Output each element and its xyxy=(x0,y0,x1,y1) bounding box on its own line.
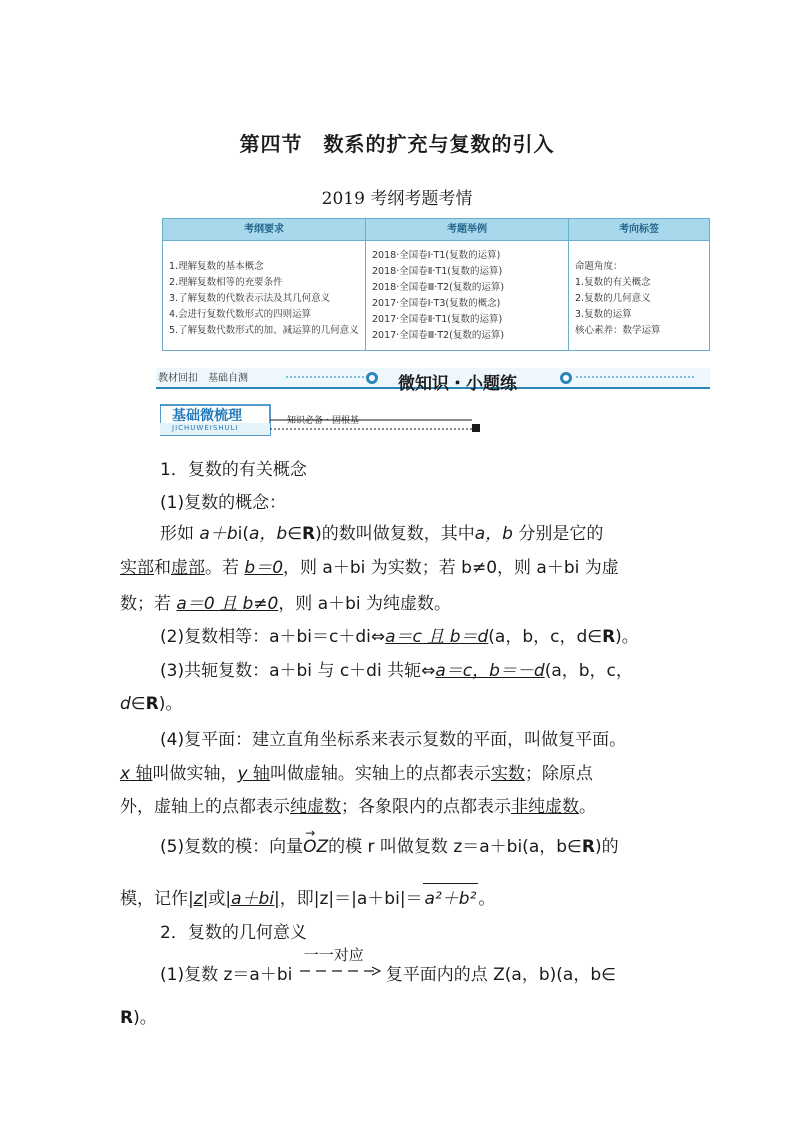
text: ∈ xyxy=(287,524,303,544)
vector-oz xyxy=(303,826,329,857)
section-note: 知识必备・固根基 xyxy=(287,416,360,426)
table-header-requirements: 考纲要求 xyxy=(163,219,366,241)
math: a，b xyxy=(474,524,513,544)
tag-item: 3.复数的运算 xyxy=(575,309,632,320)
heading-2: 2．复数的几何意义 xyxy=(160,923,307,943)
requirement-item: 1.理解复数的基本概念 xyxy=(169,261,264,272)
examples-cell xyxy=(366,241,569,351)
para-1-line-2 xyxy=(120,553,619,578)
text: (2)复数相等：a＋bi＝c＋di⇔ xyxy=(160,627,386,647)
para-2 xyxy=(160,622,639,647)
right-arrow-icon xyxy=(298,966,384,976)
text: (5)复数的模：向量 xyxy=(160,837,304,857)
text: (a，b，c，d∈ xyxy=(488,627,603,647)
exam-table xyxy=(162,218,710,351)
text: 复平面内的点 Z(a，b)(a，b∈ xyxy=(385,965,616,985)
text: (1)复数 z＝a＋bi xyxy=(160,965,293,985)
requirement-item: 3.了解复数的代数表示法及其几何意义 xyxy=(169,293,331,304)
math: d∈ xyxy=(120,694,146,714)
text: 。 xyxy=(478,889,496,909)
example-item: 2017·全国卷Ⅱ·T1(复数的运算) xyxy=(372,314,503,325)
text: 。 xyxy=(579,797,596,817)
para-3-line-1 xyxy=(160,656,633,681)
section-tag: 基础微梳理 xyxy=(172,408,242,424)
answer-blank: 非纯虚数 xyxy=(511,797,579,817)
para-4-line-1: (4)复平面：建立直角坐标系来表示复数的平面，叫做复平面。 xyxy=(160,730,627,750)
text: 。若 xyxy=(205,558,245,578)
text: 叫做虚轴。实轴上的点都表示 xyxy=(269,764,491,784)
banner-left-label: 教材回扣 基础自测 xyxy=(158,373,248,384)
answer-blank: x xyxy=(120,764,131,784)
table-header-examples: 考题举例 xyxy=(366,219,569,241)
banner-main-label: 微知识・小题练 xyxy=(398,374,517,394)
para-5-line-1 xyxy=(160,826,619,857)
text: 模，记作 xyxy=(120,889,188,909)
text: )的 xyxy=(594,837,619,857)
answer-blank: a＝c 且 b＝d xyxy=(385,627,489,647)
example-item: 2018·全国卷Ⅰ·T1(复数的运算) xyxy=(372,250,501,261)
one-to-one-arrow xyxy=(298,946,386,980)
text: 和 xyxy=(154,558,171,578)
math: a²＋b² xyxy=(424,889,477,909)
text: 叫做实轴， xyxy=(152,764,238,784)
answer-blank: a＝c，b＝－d xyxy=(435,661,545,681)
para-1-line-3 xyxy=(120,589,451,614)
text: )。 xyxy=(615,627,639,647)
section-pinyin: JICHUWEISHULI xyxy=(172,424,239,432)
tag-item: 2.复数的几何意义 xyxy=(575,293,651,304)
math: R xyxy=(120,1008,134,1028)
math: R xyxy=(302,524,316,544)
para-6-line-2 xyxy=(120,1003,157,1028)
para-3-line-2 xyxy=(120,689,182,714)
answer-blank: 实部 xyxy=(120,558,154,578)
page-subtitle: 2019 考纲考题考情 xyxy=(321,189,473,209)
text: ，即|z|＝|a＋bi|＝ xyxy=(279,889,423,909)
text: ；除原点 xyxy=(524,764,593,784)
text: )。 xyxy=(158,694,183,714)
text: )的数叫做复数，其中 xyxy=(315,524,475,544)
para-4-line-2 xyxy=(120,759,593,784)
vector-label: OZ xyxy=(303,837,329,857)
math: R xyxy=(581,837,595,857)
text: 数；若 xyxy=(120,594,177,614)
answer-blank: 虚部 xyxy=(171,558,205,578)
text: ，则 a＋bi 为实数；若 b≠0，则 a＋bi 为虚 xyxy=(283,558,619,578)
para-1-line-1 xyxy=(160,519,603,544)
answer-blank: b＝0 xyxy=(244,558,284,578)
answer-blank: y xyxy=(237,764,248,784)
text: )。 xyxy=(133,1008,157,1028)
vector-arrow-icon: → xyxy=(305,826,316,840)
text: ；各象限内的点都表示 xyxy=(341,797,511,817)
tag-item: 命题角度： xyxy=(575,261,623,272)
heading-1: 1．复数的有关概念 xyxy=(160,460,307,480)
text: (3)共轭复数：a＋bi 与 c＋di 共轭⇔ xyxy=(160,661,436,681)
math: R xyxy=(145,694,159,714)
requirement-item: 5.了解复数代数形式的加、减运算的几何意义 xyxy=(169,325,359,336)
para-1-head: (1)复数的概念： xyxy=(160,493,287,513)
example-item: 2017·全国卷Ⅰ·T3(复数的概念) xyxy=(372,298,501,309)
text: 形如 xyxy=(160,524,200,544)
para-5-line-2 xyxy=(120,883,495,909)
text: (a，b，c， xyxy=(544,661,633,681)
para-6-line-1 xyxy=(160,946,616,985)
tags-cell xyxy=(569,241,710,351)
answer-blank: 实数 xyxy=(490,764,525,784)
answer-blank: |a＋bi| xyxy=(225,889,280,909)
para-4-line-3 xyxy=(120,792,596,817)
text: i( xyxy=(237,524,249,544)
math: a＋b xyxy=(199,524,238,544)
example-item: 2018·全国卷Ⅲ·T2(复数的运算) xyxy=(372,282,505,293)
math: a，b xyxy=(248,524,288,544)
answer-blank: 纯虚数 xyxy=(290,797,341,817)
text: ，则 a＋bi 为纯虚数。 xyxy=(278,594,452,614)
answer-blank: 轴 xyxy=(247,764,270,784)
math: R xyxy=(602,627,616,647)
answer-blank: 轴 xyxy=(130,764,153,784)
sqrt-radicand xyxy=(423,883,479,909)
text: 外，虚轴上的点都表示 xyxy=(120,797,290,817)
requirements-cell xyxy=(163,241,366,351)
requirement-item: 2.理解复数相等的充要条件 xyxy=(169,277,283,288)
table-header-tags: 考向标签 xyxy=(569,219,710,241)
answer-blank: a＝0 且 b≠0 xyxy=(176,594,279,614)
answer-blank: |z| xyxy=(188,889,209,909)
text: 的模 r 叫做复数 z＝a＋bi(a，b∈ xyxy=(328,837,582,857)
arrow-label: 一一对应 xyxy=(303,946,364,964)
text: 分别是它的 xyxy=(512,524,604,544)
text: 或 xyxy=(208,889,226,909)
example-item: 2018·全国卷Ⅱ·T1(复数的运算) xyxy=(372,266,503,277)
tag-item: 1.复数的有关概念 xyxy=(575,277,651,288)
requirement-item: 4.会进行复数代数形式的四则运算 xyxy=(169,309,312,320)
tag-item: 核心素养：数学运算 xyxy=(575,325,661,336)
example-item: 2017·全国卷Ⅲ·T2(复数的运算) xyxy=(372,330,505,341)
page-title: 第四节 数系的扩充与复数的引入 xyxy=(239,132,555,156)
